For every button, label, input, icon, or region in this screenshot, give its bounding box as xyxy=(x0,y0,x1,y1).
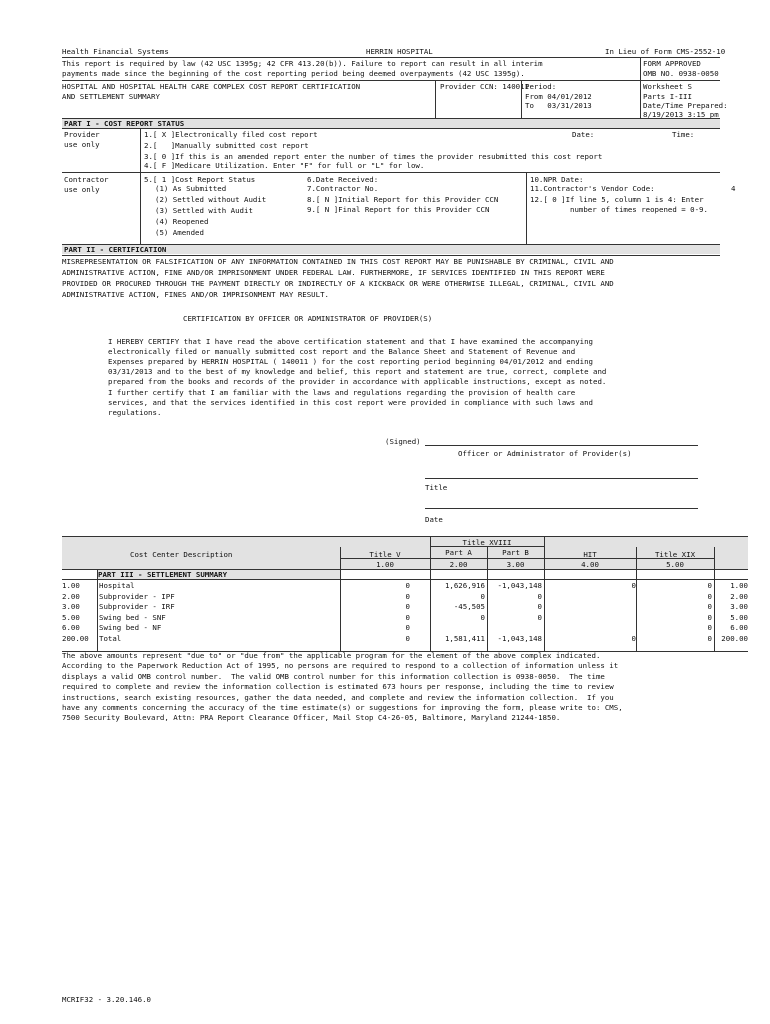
row-line-number-right: 1.00 xyxy=(730,581,748,590)
legal-notice-line-2: payments made since the beginning of the cost reporting period being deemed overpayments (42 USC 1395g). xyxy=(62,69,525,78)
line-12-reopened-cont: number of times reopened = 0-9. xyxy=(570,205,708,214)
line-4-utilization: 4.[ F ]Medicare Utilization. Enter "F" for full or "L" for low. xyxy=(144,161,425,170)
certification-text-line: prepared from the books and records of the provider in accordance with applicable instructions, except as noted. xyxy=(108,377,607,387)
row-value: 0 xyxy=(707,623,712,632)
line-12-reopened: 12.[ 0 ]If line 5, column 1 is 4: Enter xyxy=(530,195,704,204)
part-1-heading: PART I - COST REPORT STATUS xyxy=(64,119,185,128)
footer-text-line: required to complete and review the information collection is estimated 673 hours per response, including the time to review xyxy=(62,682,614,692)
col-num-4: 4.00 xyxy=(581,560,599,569)
row-value: 0 xyxy=(707,581,712,590)
title-line xyxy=(425,478,698,479)
certification-text-line: I HEREBY CERTIFY that I have read the above certification statement and that I have examined the accompanying xyxy=(108,337,593,346)
title-xviii-header: Title XVIII xyxy=(462,538,512,547)
line-3-amended: 3.[ 0 ]If this is an amended report enter the number of times the provider resubmitted this cost report xyxy=(144,152,603,161)
row-value: 0 xyxy=(537,602,542,611)
line-6-date-received: 6.Date Received: xyxy=(307,175,379,184)
row-line-number-right: 6.00 xyxy=(730,623,748,632)
row-line-number-right: 200.00 xyxy=(721,633,748,643)
signed-label: (Signed) xyxy=(385,437,421,446)
row-value: 0 xyxy=(480,591,485,601)
row-description: Swing bed - SNF xyxy=(99,612,166,622)
date-line xyxy=(425,508,698,509)
certification-text-line: services, and that the services identified in this cost report were provided in compliance with such laws and xyxy=(108,397,593,407)
report-title-line-1: HOSPITAL AND HOSPITAL HEALTH CARE COMPLEX COST REPORT CERTIFICATION xyxy=(62,82,361,91)
worksheet-label: Worksheet S xyxy=(643,82,692,91)
status-option-4: (4) Reopened xyxy=(155,217,209,226)
contractor-use-label: Contractor xyxy=(64,175,109,184)
time-label: Time: xyxy=(672,130,695,139)
col-num-3: 3.00 xyxy=(506,560,525,569)
date-label: Date: xyxy=(572,130,595,139)
col-num-2: 2.00 xyxy=(449,560,468,569)
form-reference: In Lieu of Form CMS-2552-10 xyxy=(605,47,726,56)
contractor-use-label-2: use only xyxy=(64,185,100,194)
certification-text-line: Expenses prepared by HERRIN HOSPITAL ( 140011 ) for the cost reporting period beginning 04/01/2012 and ending xyxy=(108,357,593,367)
row-value: 0 xyxy=(537,591,542,601)
report-title-line-2: AND SETTLEMENT SUMMARY xyxy=(62,92,160,101)
period-to: To 03/31/2013 xyxy=(525,101,592,110)
status-option-2: (2) Settled without Audit xyxy=(155,195,267,204)
row-value: 0 xyxy=(631,633,636,643)
parts-label: Parts I-III xyxy=(643,92,692,101)
row-value: 0 xyxy=(405,623,410,632)
row-value: 0 xyxy=(480,612,485,622)
col-title-v: Title V xyxy=(369,550,401,559)
row-value: 0 xyxy=(405,581,410,590)
certification-text-line: regulations. xyxy=(108,407,162,417)
warning-line-2: ADMINISTRATIVE ACTION, FINE AND/OR IMPRISONMENT UNDER FEDERAL LAW. FURTHERMORE, IF SERVICES IDENTIFIED IN THIS REPORT WERE xyxy=(62,268,605,277)
row-value: 0 xyxy=(707,591,712,601)
row-line-number-right: 2.00 xyxy=(730,591,748,601)
row-line-number: 200.00 xyxy=(62,633,89,643)
col-title-xix: Title XIX xyxy=(654,550,696,559)
row-line-number: 2.00 xyxy=(62,591,80,601)
date-time-prepared-label: Date/Time Prepared: xyxy=(643,101,728,110)
row-value: -1,043,148 xyxy=(497,581,542,590)
title-label: Title xyxy=(425,483,448,492)
row-value: -45,505 xyxy=(453,602,485,611)
line-11-vendor-code: 11.Contractor's Vendor Code: xyxy=(530,184,655,193)
legal-notice-line-1: This report is required by law (42 USC 1395g; 42 CFR 413.20(b)). Failure to report can result in all interim xyxy=(62,59,543,68)
footer-text-line: The above amounts represent "due to" or "due from" the applicable program for the element of the above complex indicated. xyxy=(62,651,601,660)
omb-number: OMB NO. 0938-0050 xyxy=(643,69,719,78)
row-value: 0 xyxy=(707,602,712,611)
line-7-contractor-no: 7.Contractor No. xyxy=(307,184,379,193)
row-description: Subprovider - IRF xyxy=(99,602,175,611)
line-10-npr-date: 10.NPR Date: xyxy=(530,175,584,184)
row-value: 0 xyxy=(631,581,636,590)
row-description: Hospital xyxy=(99,581,135,590)
col-hit: HIT xyxy=(583,550,597,559)
part-2-heading: PART II - CERTIFICATION xyxy=(64,245,167,254)
row-value: 0 xyxy=(707,633,712,643)
line-5-status: 5.[ 1 ]Cost Report Status xyxy=(144,175,256,184)
provider-use-label-2: use only xyxy=(64,140,100,149)
row-line-number-right: 5.00 xyxy=(730,612,748,622)
line-9-final: 9.[ N ]Final Report for this Provider CCN xyxy=(307,205,490,214)
certification-text-line: I further certify that I am familiar with the laws and regulations regarding the provision of health care xyxy=(108,387,576,397)
col-num-5: 5.00 xyxy=(666,560,684,569)
row-line-number: 5.00 xyxy=(62,612,80,622)
row-value: 0 xyxy=(405,633,410,643)
col-part-b: Part B xyxy=(502,548,529,557)
warning-line-4: ADMINISTRATIVE ACTION, FINES AND/OR IMPRISONMENT MAY RESULT. xyxy=(62,290,329,299)
form-approved: FORM APPROVED xyxy=(643,59,701,68)
signature-line xyxy=(425,445,698,446)
footer-text-line: According to the Paperwork Reduction Act of 1995, no persons are required to respond to a collection of information unless it xyxy=(62,661,619,671)
footer-text-line: instructions, search existing resources, gather the data needed, and complete and review the information collection. If you xyxy=(62,692,614,702)
footer-text-line: have any comments concerning the accuracy of the time estimate(s) or suggestions for improving the form, please write to: CMS, xyxy=(62,703,623,712)
software-version: MCRIF32 - 3.20.146.0 xyxy=(62,995,151,1004)
line-1-electronic: 1.[ X ]Electronically filed cost report xyxy=(144,130,318,139)
row-line-number: 3.00 xyxy=(62,602,80,611)
cost-center-header: Cost Center Description xyxy=(130,550,233,559)
row-value: 1,581,411 xyxy=(444,633,485,643)
row-line-number-right: 3.00 xyxy=(730,602,748,611)
certification-text-line: 03/31/2013 and to the best of my knowledge and belief, this report and statement are true, correct, complete and xyxy=(108,367,607,377)
warning-line-3: PROVIDED OR PROCURED THROUGH THE PAYMENT DIRECTLY OR INDIRECTLY OF A KICKBACK OR WERE OTHERWISE ILLEGAL, CRIMINAL, CIVIL AND xyxy=(62,279,614,288)
officer-label: Officer or Administrator of Provider(s) xyxy=(458,449,632,458)
date-field-label: Date xyxy=(425,515,443,524)
col-part-a: Part A xyxy=(445,548,472,557)
period-from: From 04/01/2012 xyxy=(525,92,592,101)
certification-title: CERTIFICATION BY OFFICER OR ADMINISTRATOR OF PROVIDER(S) xyxy=(183,314,433,323)
row-value: 1,626,916 xyxy=(444,581,485,590)
status-option-5: (5) Amended xyxy=(155,228,204,237)
footer-text-line: 7500 Security Boulevard, Attn: PRA Report Clearance Officer, Mail Stop C4-26-05, Baltimore, Maryland 21244-1850. xyxy=(62,713,561,723)
row-value: 0 xyxy=(405,591,410,601)
software-name: Health Financial Systems xyxy=(62,47,169,56)
row-value: 0 xyxy=(405,602,410,611)
warning-line-1: MISREPRESENTATION OR FALSIFICATION OF ANY INFORMATION CONTAINED IN THIS COST REPORT MAY BE PUNISHABLE BY CRIMINAL, CIVIL AND xyxy=(62,257,614,266)
line-2-manual: 2.[ ]Manually submitted cost report xyxy=(144,141,309,150)
row-line-number: 1.00 xyxy=(62,581,80,590)
row-value: 0 xyxy=(707,612,712,622)
row-description: Total xyxy=(99,633,122,643)
status-option-3: (3) Settled with Audit xyxy=(155,206,253,215)
provider-ccn: Provider CCN: 140011 xyxy=(440,82,529,91)
row-value: 0 xyxy=(405,612,410,622)
provider-use-label: Provider xyxy=(64,130,100,139)
line-11-vendor-code-value: 4 xyxy=(731,184,736,193)
period-label: Period: xyxy=(525,82,557,91)
col-num-1: 1.00 xyxy=(376,560,394,569)
footer-text-line: displays a valid OMB control number. The valid OMB control number for this information collection is 0938-0050. The time xyxy=(62,671,605,681)
row-description: Swing bed - NF xyxy=(99,623,162,632)
row-description: Subprovider - IPF xyxy=(99,591,175,601)
row-line-number: 6.00 xyxy=(62,623,80,632)
part-3-heading: PART III - SETTLEMENT SUMMARY xyxy=(98,570,228,579)
hospital-name: HERRIN HOSPITAL xyxy=(366,47,433,56)
date-time-prepared-value: 8/19/2013 3:15 pm xyxy=(643,110,719,119)
row-value: 0 xyxy=(537,612,542,622)
line-8-initial: 8.[ N ]Initial Report for this Provider CCN xyxy=(307,195,499,204)
status-option-1: (1) As Submitted xyxy=(155,184,227,193)
certification-text-line: electronically filed or manually submitted cost report and the Balance Sheet and Statement of Revenue and xyxy=(108,347,576,357)
row-value: -1,043,148 xyxy=(497,633,542,643)
